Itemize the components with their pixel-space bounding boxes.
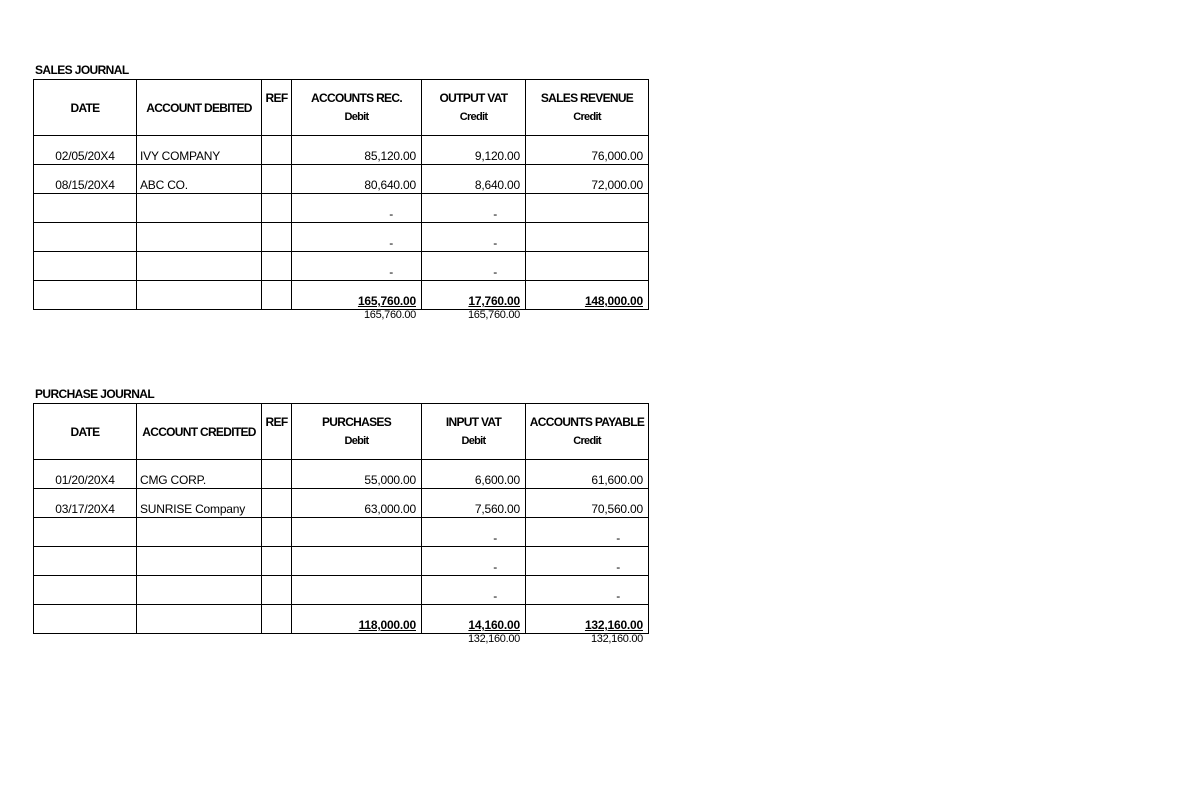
cell-accounts-receivable[interactable]: 80,640.00 bbox=[292, 165, 422, 194]
cell-ref[interactable] bbox=[262, 136, 292, 165]
total-accounts-payable[interactable]: 132,160.00 bbox=[526, 605, 649, 634]
cell-accounts-payable[interactable]: 70,560.00 bbox=[526, 489, 649, 518]
check-total-debit[interactable]: 165,760.00 bbox=[363, 309, 416, 321]
cell-purchases[interactable] bbox=[292, 518, 422, 547]
cell-purchases[interactable]: 55,000.00 bbox=[292, 460, 422, 489]
total-input-vat[interactable]: 14,160.00 bbox=[422, 605, 526, 634]
cell-accounts-receivable[interactable]: - bbox=[292, 194, 422, 223]
sales-journal-title: SALES JOURNAL bbox=[35, 63, 129, 77]
cell-accounts-payable[interactable]: - bbox=[526, 547, 649, 576]
cell-input-vat[interactable]: 6,600.00 bbox=[422, 460, 526, 489]
cell-accounts-receivable[interactable]: 85,120.00 bbox=[292, 136, 422, 165]
header-purchases bbox=[292, 404, 422, 460]
cell-input-vat[interactable]: 7,560.00 bbox=[422, 489, 526, 518]
header-output-vat-sub: Credit bbox=[459, 110, 488, 123]
cell-output-vat[interactable]: - bbox=[422, 252, 526, 281]
check-total-extra[interactable] bbox=[291, 634, 421, 646]
check-total-extra[interactable] bbox=[525, 310, 648, 322]
table-row bbox=[34, 518, 649, 547]
cell-date[interactable] bbox=[34, 281, 137, 310]
cell-output-vat[interactable]: - bbox=[422, 223, 526, 252]
header-accounts-payable bbox=[526, 404, 649, 460]
cell-accounts-receivable[interactable]: - bbox=[292, 252, 422, 281]
cell-output-vat[interactable]: - bbox=[422, 194, 526, 223]
header-accounts-receivable bbox=[292, 80, 422, 136]
cell-account[interactable]: SUNRISE Company bbox=[137, 489, 262, 518]
table-row bbox=[34, 489, 649, 518]
total-output-vat[interactable]: 17,760.00 bbox=[422, 281, 526, 310]
cell-account[interactable] bbox=[137, 281, 262, 310]
header-accounts-receivable-sub: Debit bbox=[344, 110, 369, 123]
cell-date[interactable] bbox=[34, 252, 137, 281]
purchase-journal-title: PURCHASE JOURNAL bbox=[35, 387, 155, 401]
table-row bbox=[34, 165, 649, 194]
cell-ref[interactable] bbox=[262, 605, 292, 634]
table-row bbox=[34, 223, 649, 252]
totals-row bbox=[34, 605, 649, 634]
table-row bbox=[34, 576, 649, 605]
cell-output-vat[interactable]: 8,640.00 bbox=[422, 165, 526, 194]
header-purchases-sub: Debit bbox=[344, 434, 369, 447]
cell-purchases[interactable] bbox=[292, 576, 422, 605]
cell-sales-revenue[interactable]: 72,000.00 bbox=[526, 165, 649, 194]
header-row bbox=[34, 404, 649, 460]
cell-date[interactable]: 01/20/20X4 bbox=[34, 460, 137, 489]
cell-ref[interactable] bbox=[262, 489, 292, 518]
cell-ref[interactable] bbox=[262, 547, 292, 576]
cell-ref[interactable] bbox=[262, 223, 292, 252]
cell-date[interactable] bbox=[34, 194, 137, 223]
sales-journal bbox=[33, 62, 649, 322]
sales-journal-table bbox=[33, 79, 649, 310]
cell-ref[interactable] bbox=[262, 460, 292, 489]
cell-date[interactable]: 03/17/20X4 bbox=[34, 489, 137, 518]
table-row bbox=[34, 252, 649, 281]
cell-date[interactable] bbox=[34, 605, 137, 634]
table-row bbox=[34, 194, 649, 223]
cell-input-vat[interactable]: - bbox=[422, 518, 526, 547]
cell-accounts-receivable[interactable]: - bbox=[292, 223, 422, 252]
cell-account[interactable] bbox=[137, 605, 262, 634]
check-total-debit[interactable]: 132,160.00 bbox=[467, 633, 520, 645]
header-accounts-receivable-label: ACCOUNTS REC. bbox=[311, 90, 402, 105]
total-accounts-receivable[interactable]: 165,760.00 bbox=[292, 281, 422, 310]
cell-sales-revenue[interactable] bbox=[526, 252, 649, 281]
cell-sales-revenue[interactable] bbox=[526, 194, 649, 223]
header-purchases-label: PURCHASES bbox=[321, 414, 392, 429]
totals-row bbox=[34, 281, 649, 310]
cell-accounts-payable[interactable]: - bbox=[526, 518, 649, 547]
cell-ref[interactable] bbox=[262, 194, 292, 223]
cell-date[interactable] bbox=[34, 547, 137, 576]
header-output-vat-label: OUTPUT VAT bbox=[439, 90, 508, 105]
cell-date[interactable] bbox=[34, 576, 137, 605]
header-sales-revenue-sub: Credit bbox=[573, 110, 601, 123]
purchase-journal bbox=[33, 386, 649, 646]
cell-account[interactable] bbox=[137, 518, 262, 547]
cell-account[interactable]: IVY COMPANY bbox=[137, 136, 262, 165]
cell-account[interactable]: CMG CORP. bbox=[137, 460, 262, 489]
cell-sales-revenue[interactable] bbox=[526, 223, 649, 252]
header-date: DATE bbox=[34, 80, 137, 136]
header-sales-revenue bbox=[526, 80, 649, 136]
cell-date[interactable] bbox=[34, 518, 137, 547]
cell-input-vat[interactable]: - bbox=[422, 576, 526, 605]
header-date: DATE bbox=[34, 404, 137, 460]
cell-account[interactable] bbox=[137, 223, 262, 252]
header-ref: REF bbox=[262, 404, 292, 460]
cell-account[interactable] bbox=[137, 576, 262, 605]
cell-ref[interactable] bbox=[262, 576, 292, 605]
cell-account[interactable] bbox=[137, 547, 262, 576]
cell-date[interactable]: 02/05/20X4 bbox=[34, 136, 137, 165]
cell-account[interactable] bbox=[137, 194, 262, 223]
cell-ref[interactable] bbox=[262, 252, 292, 281]
cell-account[interactable]: ABC CO. bbox=[137, 165, 262, 194]
header-row bbox=[34, 80, 649, 136]
total-purchases[interactable]: 118,000.00 bbox=[292, 605, 422, 634]
header-input-vat-label: INPUT VAT bbox=[445, 414, 502, 429]
table-row bbox=[34, 460, 649, 489]
header-sales-revenue-label: SALES REVENUE bbox=[540, 90, 634, 105]
table-row bbox=[34, 547, 649, 576]
header-output-vat bbox=[422, 80, 526, 136]
table-row bbox=[34, 136, 649, 165]
purchase-journal-table bbox=[33, 403, 649, 634]
cell-accounts-payable[interactable]: - bbox=[526, 576, 649, 605]
cell-sales-revenue[interactable]: 76,000.00 bbox=[526, 136, 649, 165]
cell-output-vat[interactable]: 9,120.00 bbox=[422, 136, 526, 165]
cell-date[interactable]: 08/15/20X4 bbox=[34, 165, 137, 194]
header-accounts-payable-sub: Credit bbox=[573, 434, 601, 447]
header-account: ACCOUNT CREDITED bbox=[137, 404, 262, 460]
cell-purchases[interactable] bbox=[292, 547, 422, 576]
cell-account[interactable] bbox=[137, 252, 262, 281]
sales-check-row bbox=[33, 310, 648, 322]
check-total-credit[interactable]: 132,160.00 bbox=[590, 633, 643, 645]
cell-accounts-payable[interactable]: 61,600.00 bbox=[526, 460, 649, 489]
check-total-credit[interactable]: 165,760.00 bbox=[467, 309, 520, 321]
header-account: ACCOUNT DEBITED bbox=[137, 80, 262, 136]
cell-date[interactable] bbox=[34, 223, 137, 252]
header-accounts-payable-label: ACCOUNTS PAYABLE bbox=[529, 414, 645, 429]
total-sales-revenue[interactable]: 148,000.00 bbox=[526, 281, 649, 310]
cell-purchases[interactable]: 63,000.00 bbox=[292, 489, 422, 518]
header-ref: REF bbox=[262, 80, 292, 136]
cell-ref[interactable] bbox=[262, 281, 292, 310]
cell-ref[interactable] bbox=[262, 518, 292, 547]
header-input-vat-sub: Debit bbox=[461, 434, 486, 447]
cell-input-vat[interactable]: - bbox=[422, 547, 526, 576]
header-input-vat bbox=[422, 404, 526, 460]
cell-ref[interactable] bbox=[262, 165, 292, 194]
purchase-check-row bbox=[33, 634, 648, 646]
